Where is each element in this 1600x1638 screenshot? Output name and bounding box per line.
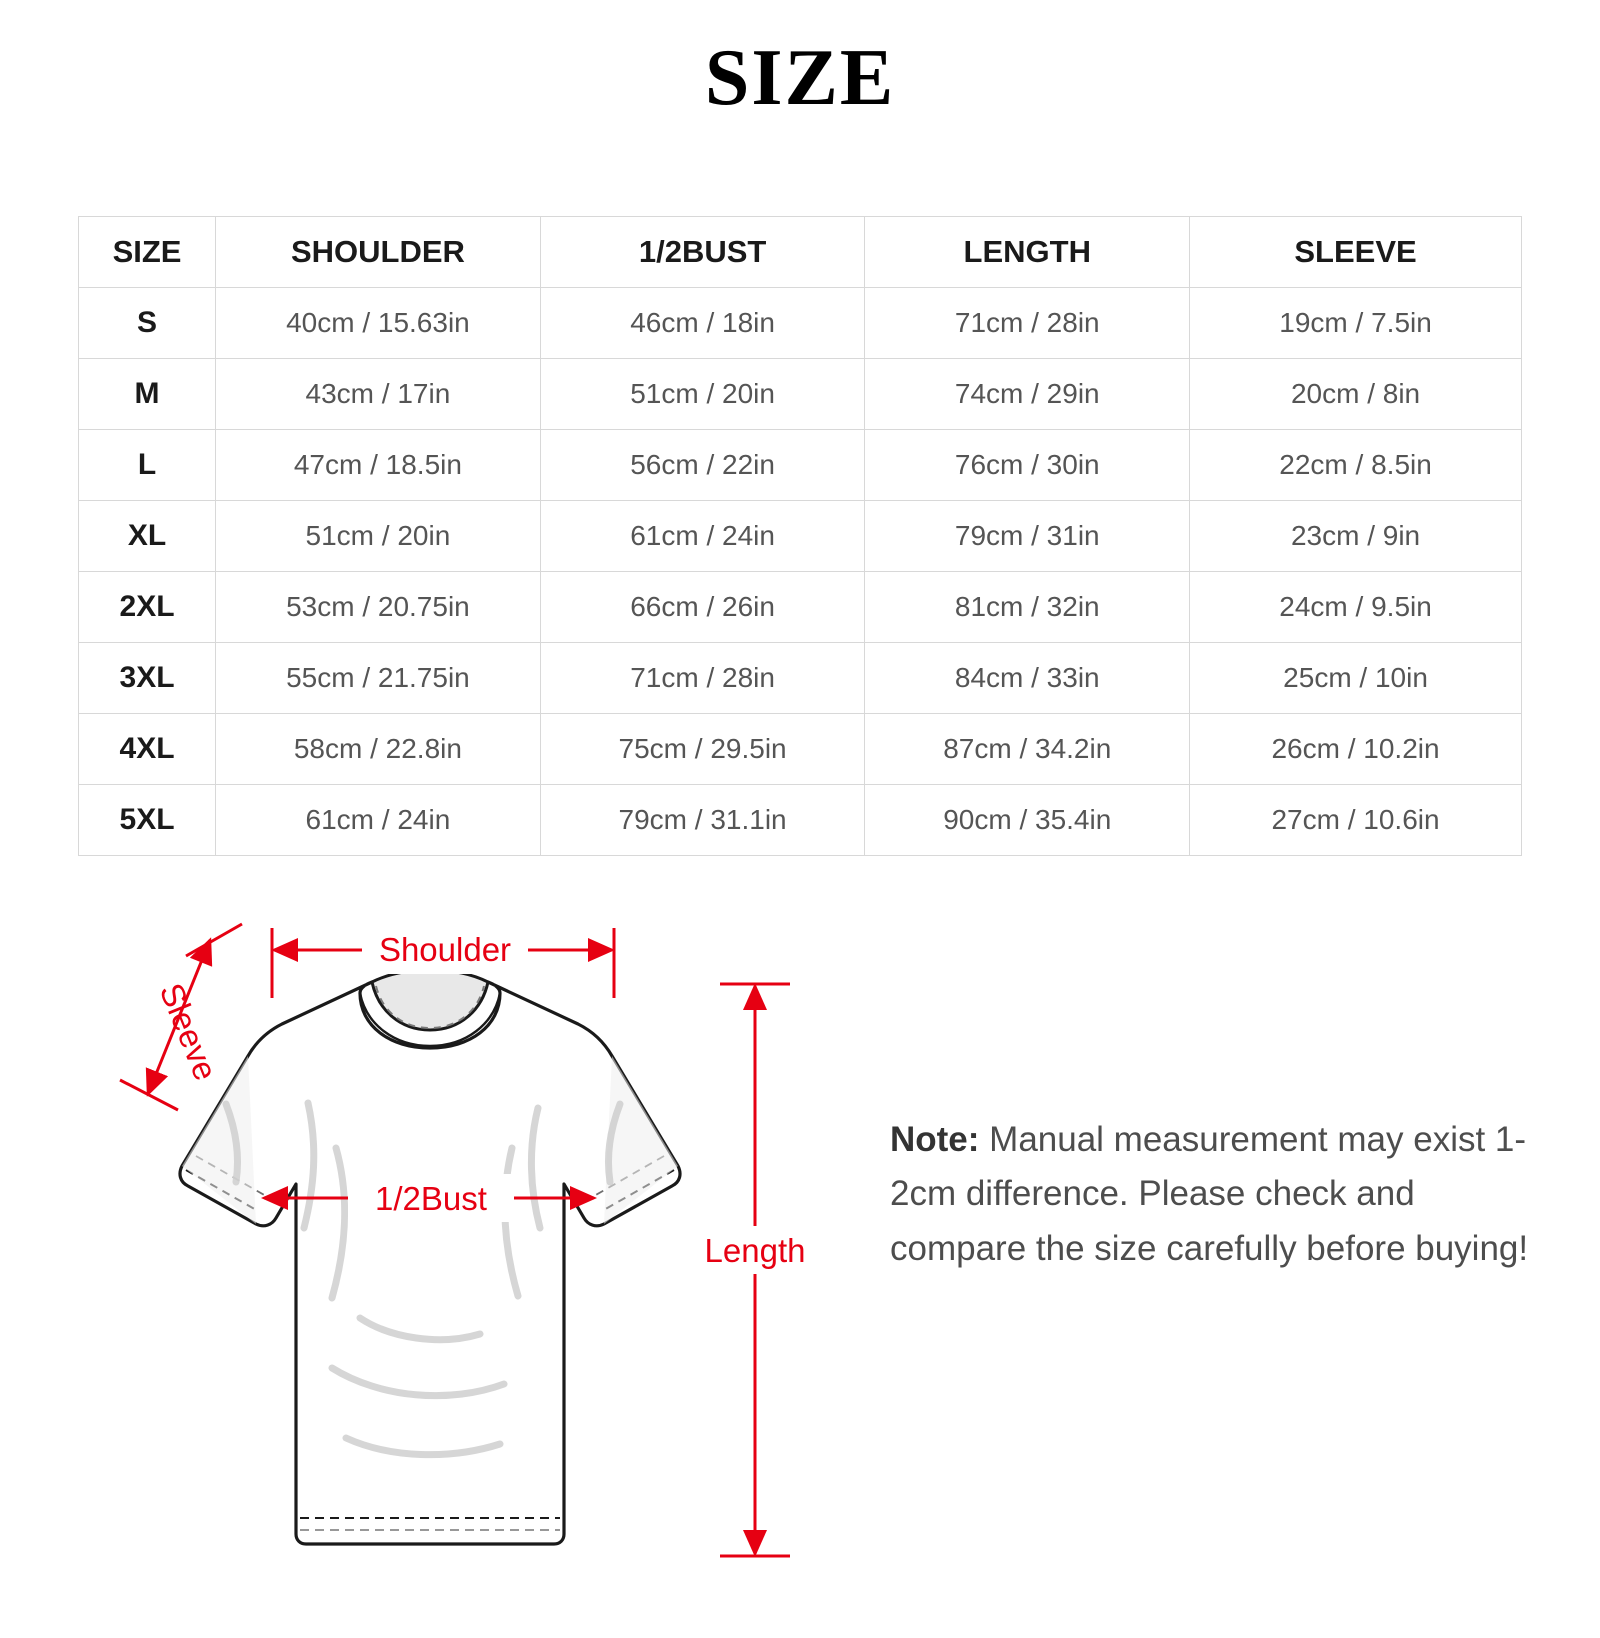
tshirt-measurement-diagram	[60, 898, 880, 1598]
cell-sleeve: 22cm / 8.5in	[1190, 430, 1522, 501]
cell-bust: 61cm / 24in	[540, 501, 865, 572]
cell-sleeve: 20cm / 8in	[1190, 359, 1522, 430]
cell-sleeve: 19cm / 7.5in	[1190, 288, 1522, 359]
table-row	[79, 288, 1522, 359]
size-chart-table	[78, 216, 1522, 856]
cell-bust: 56cm / 22in	[540, 430, 865, 501]
cell-sleeve: 27cm / 10.6in	[1190, 785, 1522, 856]
table-row	[79, 430, 1522, 501]
cell-sleeve: 23cm / 9in	[1190, 501, 1522, 572]
table-header-row	[79, 217, 1522, 288]
page-title: SIZE	[704, 34, 896, 122]
cell-size: 3XL	[79, 643, 216, 714]
cell-shoulder: 47cm / 18.5in	[216, 430, 541, 501]
cell-size: 4XL	[79, 714, 216, 785]
column-header-length: LENGTH	[865, 217, 1190, 288]
cell-length: 90cm / 35.4in	[865, 785, 1190, 856]
cell-length: 71cm / 28in	[865, 288, 1190, 359]
cell-shoulder: 55cm / 21.75in	[216, 643, 541, 714]
cell-shoulder: 43cm / 17in	[216, 359, 541, 430]
note-text: Manual measurement may exist 1-2cm difference. Please check and compare the size carefully before buying!	[890, 1120, 1529, 1268]
cell-bust: 79cm / 31.1in	[540, 785, 865, 856]
cell-shoulder: 61cm / 24in	[216, 785, 541, 856]
cell-shoulder: 40cm / 15.63in	[216, 288, 541, 359]
cell-shoulder: 53cm / 20.75in	[216, 572, 541, 643]
label-sleeve: Sleeve	[152, 977, 225, 1086]
cell-length: 74cm / 29in	[865, 359, 1190, 430]
cell-size: M	[79, 359, 216, 430]
cell-length: 79cm / 31in	[865, 501, 1190, 572]
cell-bust: 75cm / 29.5in	[540, 714, 865, 785]
cell-sleeve: 24cm / 9.5in	[1190, 572, 1522, 643]
cell-bust: 71cm / 28in	[540, 643, 865, 714]
cell-sleeve: 26cm / 10.2in	[1190, 714, 1522, 785]
table-row	[79, 643, 1522, 714]
column-header-sleeve: SLEEVE	[1190, 217, 1522, 288]
cell-sleeve: 25cm / 10in	[1190, 643, 1522, 714]
label-shoulder: Shoulder	[378, 931, 512, 968]
cell-length: 87cm / 34.2in	[865, 714, 1190, 785]
column-header-shoulder: SHOULDER	[216, 217, 541, 288]
cell-shoulder: 58cm / 22.8in	[216, 714, 541, 785]
cell-bust: 51cm / 20in	[540, 359, 865, 430]
table-row	[79, 359, 1522, 430]
note-label: Note:	[890, 1120, 980, 1159]
measurement-note	[890, 1113, 1550, 1276]
cell-bust: 66cm / 26in	[540, 572, 865, 643]
sleeve-dimension	[120, 924, 242, 1110]
column-header-bust: 1/2BUST	[540, 217, 865, 288]
cell-length: 76cm / 30in	[865, 430, 1190, 501]
cell-length: 84cm / 33in	[865, 643, 1190, 714]
label-length: Length	[704, 1232, 806, 1269]
cell-size: S	[79, 288, 216, 359]
size-chart-table-container	[78, 216, 1522, 856]
table-row	[79, 785, 1522, 856]
cell-size: XL	[79, 501, 216, 572]
table-row	[79, 501, 1522, 572]
cell-bust: 46cm / 18in	[540, 288, 865, 359]
cell-size: 5XL	[79, 785, 216, 856]
length-dimension	[690, 984, 820, 1556]
cell-size: L	[79, 430, 216, 501]
column-header-size: SIZE	[79, 217, 216, 288]
cell-shoulder: 51cm / 20in	[216, 501, 541, 572]
table-row	[79, 714, 1522, 785]
table-row	[79, 572, 1522, 643]
tshirt-illustration	[180, 970, 680, 1544]
cell-size: 2XL	[79, 572, 216, 643]
label-half-bust: 1/2Bust	[375, 1180, 487, 1217]
cell-length: 81cm / 32in	[865, 572, 1190, 643]
